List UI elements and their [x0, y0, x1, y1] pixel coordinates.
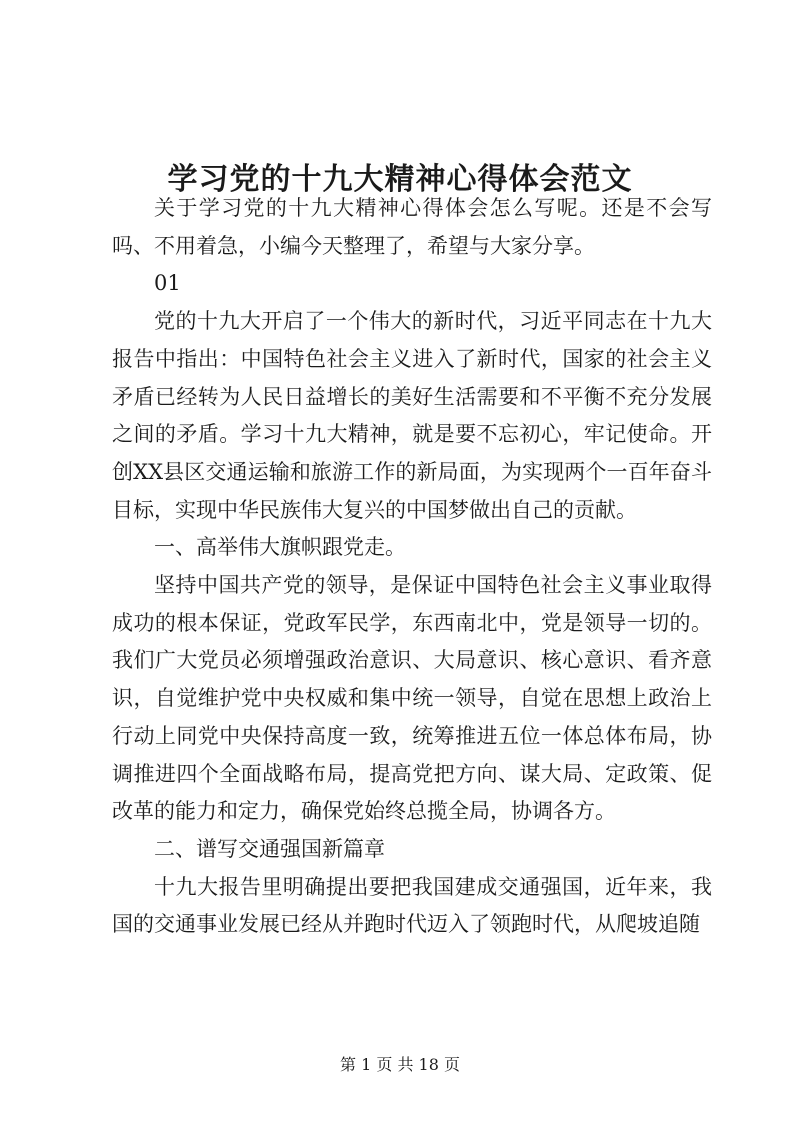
body-paragraph: 十九大报告里明确提出要把我国建成交通强国，近年来，我国的交通事业发展已经从并跑时代迈入了领跑时代，从爬坡追随	[112, 874, 712, 937]
body-paragraph: 党的十九大开启了一个伟大的新时代，习近平同志在十九大报告中指出：中国特色社会主义进入了新时代，国家的社会主义矛盾已经转为人民日益增长的美好生活需要和不平衡不充分发展之间的矛盾。学习十九大精神，就是要不忘初心，牢记使命。开创XX县区交通运输和旅游工作的新局面，为实现两个一百年奋斗目标，实现中华民族伟大复兴的中国梦做出自己的贡献。	[112, 309, 712, 522]
document-body	[112, 190, 712, 944]
section-heading-2: 二、谱写交通强国新篇章	[154, 836, 385, 861]
section-number: 01	[154, 271, 181, 296]
body-paragraph: 坚持中国共产党的领导，是保证中国特色社会主义事业取得成功的根本保证，党政军民学，东西南北中，党是领导一切的。我们广大党员必须增强政治意识、大局意识、核心意识、看齐意识，自觉维护党中央权威和集中统一领导，自觉在思想上政治上行动上同党中央保持高度一致，统筹推进五位一体总体布局，协调推进四个全面战略布局，提高党把方向、谋大局、定政策、促改革的能力和定力，确保党始终总揽全局，协调各方。	[112, 573, 712, 824]
page-footer: 第 1 页 共 18 页	[340, 1055, 460, 1074]
section-heading-1: 一、高举伟大旗帜跟党走。	[154, 535, 406, 560]
document-title: 学习党的十九大精神心得体会范文	[167, 162, 633, 198]
intro-paragraph: 关于学习党的十九大精神心得体会怎么写呢。还是不会写吗、不用着急，小编今天整理了，希望与大家分享。	[112, 196, 712, 258]
